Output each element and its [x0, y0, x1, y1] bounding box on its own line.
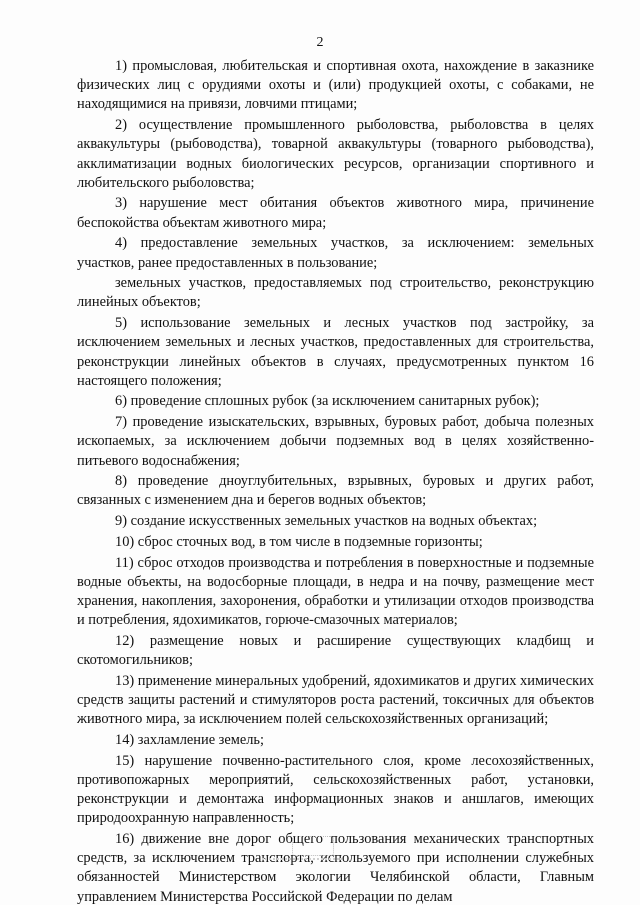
paragraph-item-2: 2) осуществление промышленного рыболовства, рыболовства в целях аквакультуры (рыбоводства), товарной аквакультуры (товарного рыбоводства), акклиматизации водных биологических ресурсов, организации спортивного и любительского рыболовства;	[77, 117, 594, 191]
paragraph-item-14: 14) захламление земель;	[115, 731, 264, 748]
paragraph-item-8: 8) проведение дноуглубительных, взрывных, буровых и других работ, связанных с изменением дна и берегов водных объектов;	[77, 473, 594, 509]
paragraph-item-12: 12) размещение новых и расширение существующих кладбищ и скотомогильников;	[77, 632, 594, 669]
paragraph-item-9: 9) создание искусственных земельных участков на водных объектах;	[115, 513, 538, 530]
paragraph-item-4: 4) предоставление земельных участков, за исключением: земельных участков, ранее предоставленных в пользование;	[77, 235, 594, 271]
scan-stamp-mark	[292, 836, 334, 856]
paragraph-item-5: 5) использование земельных и лесных участков под застройку, за исключением земельных и лесных участков, предоставленных для строительства, реконструкции линейных объектов в случаях, предусмотренных пунктом 16 настоящего положения;	[77, 315, 594, 389]
document-body	[77, 57, 594, 908]
paragraph-item-15: 15) нарушение почвенно-растительного слоя, кроме лесохозяйственных, противопожарных мероприятий, сельскохозяйственных работ, установки, реконструкции и демонтажа информационных знаков и аншлагов, имеющих природоохранную направленность;	[77, 752, 594, 827]
paragraph-item-7: 7) проведение изыскательских, взрывных, буровых работ, добыча полезных ископаемых, за исключением добычи подземных вод в целях хозяйственно-питьевого водоснабжения;	[77, 414, 594, 469]
paragraph-item-1: 1) промысловая, любительская и спортивная охота, нахождение в заказнике физических лиц с орудиями охоты и (или) продукцией охоты, с собаками, не находящимися на привязи, ловчими птицами;	[77, 58, 594, 113]
paragraph-item-16: 16) движение вне дорог общего пользования механических транспортных средств, за исключением транспорта, используемого при исполнении служебных обязанностей Министерством экологии Челябинской области, Главным управлением Министерства Российской Федерации по делам	[77, 830, 594, 905]
paragraph-item-13: 13) применение минеральных удобрений, ядохимикатов и других химических средств защиты растений и стимуляторов роста растений, токсичных для объектов животного мира, за исключением полей сельскохозяйственных организаций;	[77, 672, 595, 728]
paragraph-item-3: 3) нарушение мест обитания объектов животного мира, причинение беспокойства объектам животного мира;	[77, 195, 594, 231]
paragraph-item-4-continued: земельных участков, предоставляемых под строительство, реконструкцию линейных объектов;	[77, 275, 594, 311]
paragraph-item-11: 11) сброс отходов производства и потребления в поверхностные и подземные водные объекты, на водосборные площади, в недра и на почву, размещение мест хранения, накопления, захоронения, обработки и утилизации отходов производства и потребления, ядохимикатов, горюче-смазочных материалов;	[77, 554, 594, 629]
scan-dotted-mark	[262, 858, 342, 864]
paragraph-item-6: 6) проведение сплошных рубок (за исключением санитарных рубок);	[115, 393, 540, 410]
paragraph-item-10: 10) сброс сточных вод, в том числе в подземные горизонты;	[115, 533, 483, 550]
page-number: 2	[316, 35, 324, 50]
